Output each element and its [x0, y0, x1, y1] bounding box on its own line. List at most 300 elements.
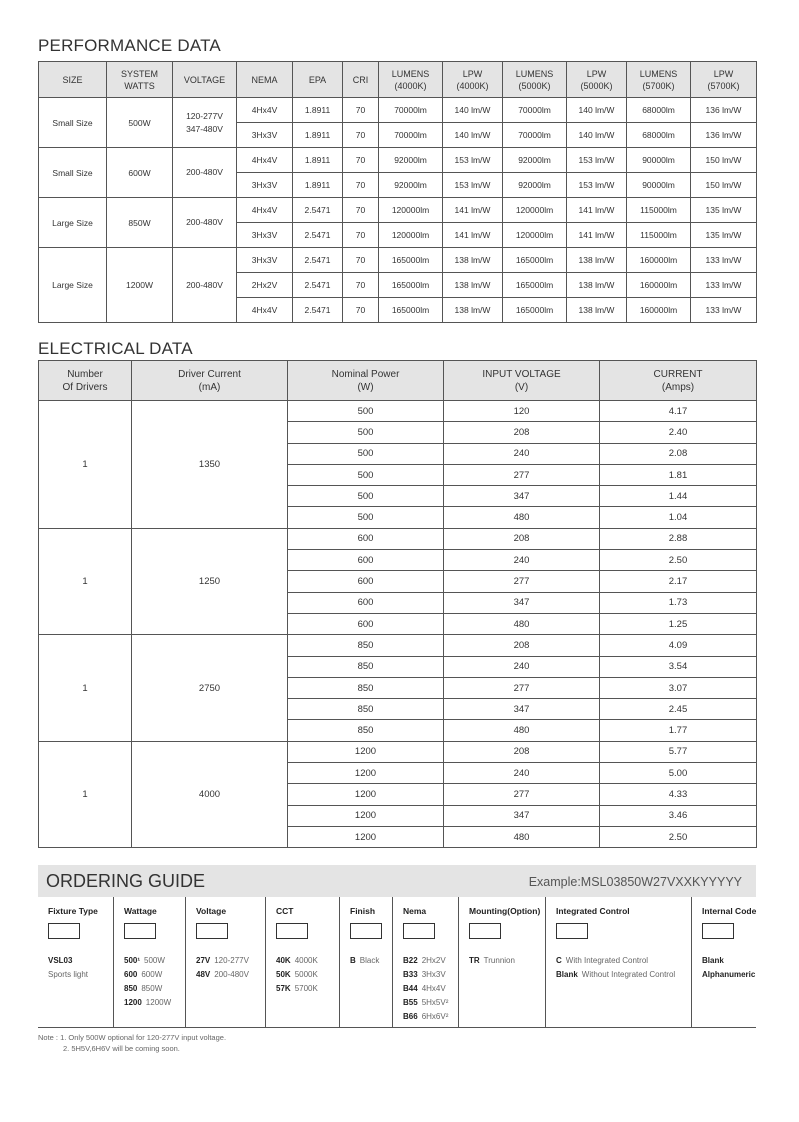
- elec-cell: 1.73: [600, 592, 757, 613]
- elec-header-line: Of Drivers: [62, 381, 108, 393]
- voltage-line: 200-480V: [186, 279, 223, 290]
- ordering-column-2: [186, 897, 266, 1027]
- ordering-input-box[interactable]: [196, 923, 228, 939]
- table-row: [39, 528, 757, 549]
- drivers-cell: 1: [39, 741, 132, 847]
- option-desc: 5700K: [294, 984, 318, 993]
- ordering-column-6: [459, 897, 546, 1027]
- elec-cell: 120: [444, 401, 600, 422]
- ordering-column-0: [38, 897, 114, 1027]
- elec-cell: 480: [444, 720, 600, 741]
- ordering-options: [124, 954, 185, 1010]
- ordering-column-header: Fixture Type: [48, 906, 98, 916]
- perf-cell: 3Hx3V: [237, 123, 293, 148]
- perf-cell: 138 lm/W: [567, 298, 627, 323]
- electrical-table: [38, 360, 757, 848]
- ordering-option: [276, 982, 339, 996]
- table-row: [39, 148, 757, 173]
- perf-cell: 135 lm/W: [691, 198, 757, 223]
- ordering-option: [350, 954, 392, 968]
- option-code: 40K: [276, 956, 291, 965]
- elec-header-line: (W): [357, 381, 374, 393]
- voltage-line: 200-480V: [186, 217, 223, 227]
- voltage-cell: [173, 248, 237, 323]
- note-1: Note : 1. Only 500W optional for 120-277V input voltage.: [38, 1033, 227, 1042]
- ordering-input-box[interactable]: [350, 923, 382, 939]
- option-code: 57K: [276, 984, 291, 993]
- driver-current-cell: 1250: [132, 528, 288, 634]
- perf-header-line: EPA: [308, 74, 327, 85]
- ordering-option: [48, 968, 113, 982]
- option-desc: 5Hx5V²: [421, 998, 449, 1007]
- elec-cell: 2.50: [600, 826, 757, 847]
- perf-cell: 70000lm: [503, 98, 567, 123]
- elec-header-1: [132, 361, 288, 401]
- perf-cell: 90000lm: [627, 148, 691, 173]
- ordering-column-1: [114, 897, 186, 1027]
- option-desc: With Integrated Control: [565, 956, 649, 965]
- perf-header-10: [627, 62, 691, 98]
- elec-cell: 1.81: [600, 464, 757, 485]
- option-code: 48V: [196, 970, 211, 979]
- ordering-title: ORDERING GUIDE: [46, 871, 206, 891]
- elec-cell: 600: [288, 571, 444, 592]
- perf-cell: 1.8911: [293, 98, 343, 123]
- perf-cell: 1.8911: [293, 173, 343, 198]
- perf-header-line: CRI: [352, 74, 369, 85]
- driver-current-cell: 4000: [132, 741, 288, 847]
- perf-cell: 140 lm/W: [567, 98, 627, 123]
- option-code: B44: [403, 984, 418, 993]
- option-desc: 2Hx2V: [421, 956, 446, 965]
- perf-cell: 150 lm/W: [691, 148, 757, 173]
- ordering-option: [556, 954, 691, 968]
- elec-cell: 347: [444, 805, 600, 826]
- voltage-line: 120-277V: [186, 110, 223, 121]
- ordering-option: [403, 996, 458, 1010]
- ordering-option: [469, 954, 545, 968]
- perf-cell: 70: [343, 273, 379, 298]
- elec-cell: 2.17: [600, 571, 757, 592]
- ordering-options: [403, 954, 458, 1024]
- perf-cell: 2.5471: [293, 248, 343, 273]
- elec-cell: 1200: [288, 826, 444, 847]
- elec-header-line: (Amps): [661, 381, 695, 393]
- perf-cell: 2.5471: [293, 198, 343, 223]
- elec-cell: 277: [444, 571, 600, 592]
- ordering-header-bar: [38, 865, 756, 897]
- table-row: [39, 198, 757, 223]
- perf-cell: 115000lm: [627, 223, 691, 248]
- perf-cell: 2.5471: [293, 298, 343, 323]
- driver-current-cell: 1350: [132, 401, 288, 529]
- ordering-grid: [38, 897, 756, 1028]
- perf-cell: 70: [343, 248, 379, 273]
- perf-cell: 120000lm: [379, 198, 443, 223]
- perf-header-11: [691, 62, 757, 98]
- elec-cell: 600: [288, 592, 444, 613]
- elec-cell: 600: [288, 528, 444, 549]
- perf-cell: 3Hx3V: [237, 173, 293, 198]
- option-desc: 4Hx4V: [421, 984, 446, 993]
- ordering-column-header: Internal Code: [702, 906, 757, 916]
- electrical-title: ELECTRICAL DATA: [38, 339, 193, 358]
- elec-cell: 850: [288, 677, 444, 698]
- option-code: 27V: [196, 956, 211, 965]
- elec-cell: 1.04: [600, 507, 757, 528]
- ordering-column-5: [393, 897, 459, 1027]
- perf-cell: 133 lm/W: [691, 298, 757, 323]
- option-code: 500¹: [124, 956, 141, 965]
- perf-header-line: NEMA: [251, 74, 278, 85]
- ordering-option: [124, 954, 185, 968]
- option-desc: Without Integrated Control: [581, 970, 676, 979]
- ordering-options: [48, 954, 113, 982]
- watts-cell: 1200W: [107, 248, 173, 323]
- perf-cell: 160000lm: [627, 273, 691, 298]
- perf-cell: 138 lm/W: [443, 248, 503, 273]
- option-desc: 600W: [141, 970, 163, 979]
- perf-cell: 141 lm/W: [567, 198, 627, 223]
- perf-cell: 4Hx4V: [237, 198, 293, 223]
- elec-cell: 240: [444, 550, 600, 571]
- ordering-column-header: Integrated Control: [556, 906, 630, 916]
- perf-cell: 120000lm: [503, 223, 567, 248]
- perf-cell: 70: [343, 98, 379, 123]
- perf-cell: 160000lm: [627, 298, 691, 323]
- perf-cell: 138 lm/W: [443, 273, 503, 298]
- option-desc: 6Hx6V²: [421, 1012, 449, 1021]
- ordering-column-4: [340, 897, 393, 1027]
- option-code: B66: [403, 1012, 418, 1021]
- ordering-options: [702, 954, 756, 982]
- perf-cell: 140 lm/W: [443, 123, 503, 148]
- ordering-option: [124, 968, 185, 982]
- option-code: B: [350, 956, 356, 965]
- perf-cell: 3Hx3V: [237, 223, 293, 248]
- perf-header-5: [343, 62, 379, 98]
- perf-cell: 70: [343, 148, 379, 173]
- perf-header-8: [503, 62, 567, 98]
- perf-header-line: SYSTEM: [120, 68, 158, 79]
- perf-cell: 2Hx2V: [237, 273, 293, 298]
- ordering-input-box[interactable]: [276, 923, 308, 939]
- perf-cell: 153 lm/W: [567, 173, 627, 198]
- ordering-input-box[interactable]: [556, 923, 588, 939]
- perf-cell: 133 lm/W: [691, 273, 757, 298]
- perf-header-line: LUMENS: [639, 68, 678, 79]
- elec-cell: 3.07: [600, 677, 757, 698]
- elec-header-4: [600, 361, 757, 401]
- perf-cell: 165000lm: [503, 273, 567, 298]
- size-cell: Small Size: [39, 148, 107, 198]
- elec-cell: 600: [288, 613, 444, 634]
- ordering-input-box[interactable]: [124, 923, 156, 939]
- perf-cell: 4Hx4V: [237, 298, 293, 323]
- option-code: B22: [403, 956, 418, 965]
- perf-cell: 138 lm/W: [567, 273, 627, 298]
- option-code: B55: [403, 998, 418, 1007]
- perf-cell: 70: [343, 198, 379, 223]
- perf-cell: 70000lm: [503, 123, 567, 148]
- perf-cell: 165000lm: [379, 248, 443, 273]
- elec-cell: 850: [288, 720, 444, 741]
- performance-title: PERFORMANCE DATA: [38, 36, 221, 55]
- ordering-options: [469, 954, 545, 968]
- notes: [38, 1032, 226, 1054]
- option-code: 50K: [276, 970, 291, 979]
- elec-header-line: Driver Current: [178, 368, 241, 380]
- perf-cell: 165000lm: [379, 298, 443, 323]
- ordering-option: [403, 1010, 458, 1024]
- elec-cell: 600: [288, 550, 444, 571]
- ordering-column-header: Mounting(Option): [469, 906, 541, 916]
- perf-cell: 92000lm: [503, 148, 567, 173]
- perf-cell: 136 lm/W: [691, 123, 757, 148]
- elec-cell: 2.08: [600, 443, 757, 464]
- ordering-option: [403, 954, 458, 968]
- option-code: Blank: [702, 956, 724, 965]
- perf-header-2: [173, 62, 237, 98]
- elec-cell: 208: [444, 635, 600, 656]
- performance-table: [38, 61, 757, 323]
- option-code: Alphanumeric: [702, 970, 756, 979]
- elec-cell: 1200: [288, 763, 444, 784]
- ordering-option: [702, 954, 756, 968]
- perf-header-line: (4000K): [394, 80, 427, 91]
- perf-cell: 120000lm: [379, 223, 443, 248]
- ordering-option: [48, 954, 113, 968]
- perf-cell: 2.5471: [293, 273, 343, 298]
- elec-cell: 347: [444, 592, 600, 613]
- option-code: Blank: [556, 970, 578, 979]
- perf-cell: 4Hx4V: [237, 98, 293, 123]
- elec-cell: 1200: [288, 784, 444, 805]
- ordering-column-header: Nema: [403, 906, 427, 916]
- perf-header-line: LPW: [462, 68, 483, 79]
- elec-cell: 4.17: [600, 401, 757, 422]
- perf-cell: 120000lm: [503, 198, 567, 223]
- ordering-option: [556, 968, 691, 982]
- elec-cell: 1.25: [600, 613, 757, 634]
- elec-cell: 240: [444, 763, 600, 784]
- elec-cell: 1.44: [600, 486, 757, 507]
- perf-header-line: SIZE: [62, 74, 83, 85]
- ordering-column-header: Wattage: [124, 906, 157, 916]
- elec-header-line: INPUT VOLTAGE: [482, 368, 561, 380]
- perf-cell: 68000lm: [627, 98, 691, 123]
- perf-cell: 1.8911: [293, 148, 343, 173]
- ordering-input-box[interactable]: [403, 923, 435, 939]
- option-code: TR: [469, 956, 480, 965]
- perf-cell: 70: [343, 173, 379, 198]
- perf-cell: 165000lm: [379, 273, 443, 298]
- option-desc: 3Hx3V: [421, 970, 446, 979]
- perf-header-4: [293, 62, 343, 98]
- perf-cell: 165000lm: [503, 298, 567, 323]
- ordering-column-header: Finish: [350, 906, 376, 916]
- ordering-column-header: CCT: [276, 906, 294, 916]
- elec-cell: 500: [288, 401, 444, 422]
- watts-cell: 850W: [107, 198, 173, 248]
- perf-header-7: [443, 62, 503, 98]
- note-2: 2. 5H5V,6H6V will be coming soon.: [63, 1044, 180, 1053]
- table-row: [39, 98, 757, 123]
- option-desc: Black: [359, 956, 380, 965]
- elec-cell: 3.46: [600, 805, 757, 826]
- perf-cell: 140 lm/W: [567, 123, 627, 148]
- perf-cell: 90000lm: [627, 173, 691, 198]
- perf-header-line: (5000K): [518, 80, 551, 91]
- option-code: B33: [403, 970, 418, 979]
- elec-cell: 480: [444, 613, 600, 634]
- perf-cell: 70000lm: [379, 98, 443, 123]
- ordering-column-7: [546, 897, 692, 1027]
- elec-header-line: Number: [67, 368, 103, 380]
- elec-header-0: [39, 361, 132, 401]
- elec-cell: 240: [444, 443, 600, 464]
- perf-cell: 153 lm/W: [443, 173, 503, 198]
- perf-header-line: (5700K): [707, 80, 740, 91]
- table-row: [39, 401, 757, 422]
- drivers-cell: 1: [39, 401, 132, 529]
- elec-header-3: [444, 361, 600, 401]
- perf-cell: 136 lm/W: [691, 98, 757, 123]
- ordering-input-box[interactable]: [469, 923, 501, 939]
- perf-header-line: LPW: [713, 68, 734, 79]
- elec-header-line: CURRENT: [653, 368, 703, 380]
- perf-header-line: LUMENS: [515, 68, 554, 79]
- ordering-options: [556, 954, 691, 982]
- perf-cell: 92000lm: [379, 173, 443, 198]
- option-desc: Trunnion: [483, 956, 515, 965]
- elec-cell: 4.33: [600, 784, 757, 805]
- perf-cell: 165000lm: [503, 248, 567, 273]
- perf-header-line: (5000K): [580, 80, 613, 91]
- elec-cell: 500: [288, 443, 444, 464]
- elec-cell: 240: [444, 656, 600, 677]
- perf-cell: 92000lm: [503, 173, 567, 198]
- drivers-cell: 1: [39, 528, 132, 634]
- ordering-input-box[interactable]: [48, 923, 80, 939]
- elec-cell: 480: [444, 507, 600, 528]
- perf-cell: 140 lm/W: [443, 98, 503, 123]
- table-row: [39, 741, 757, 762]
- elec-cell: 2.40: [600, 422, 757, 443]
- elec-cell: 850: [288, 656, 444, 677]
- ordering-input-box[interactable]: [702, 923, 734, 939]
- driver-current-cell: 2750: [132, 635, 288, 741]
- perf-header-6: [379, 62, 443, 98]
- perf-header-9: [567, 62, 627, 98]
- elec-cell: 500: [288, 486, 444, 507]
- option-code: 600: [124, 970, 138, 979]
- perf-cell: 153 lm/W: [443, 148, 503, 173]
- ordering-options: [350, 954, 392, 968]
- perf-header-3: [237, 62, 293, 98]
- ordering-option: [403, 982, 458, 996]
- option-desc: Sports light: [48, 970, 89, 979]
- option-code: 850: [124, 984, 138, 993]
- option-desc: 120-277V: [214, 956, 249, 965]
- perf-cell: 150 lm/W: [691, 173, 757, 198]
- perf-header-line: (5700K): [642, 80, 675, 91]
- elec-cell: 3.54: [600, 656, 757, 677]
- perf-cell: 3Hx3V: [237, 248, 293, 273]
- voltage-line: 200-480V: [186, 167, 223, 177]
- perf-cell: 2.5471: [293, 223, 343, 248]
- elec-cell: 277: [444, 464, 600, 485]
- ordering-options: [196, 954, 265, 982]
- size-cell: Small Size: [39, 98, 107, 148]
- perf-cell: 133 lm/W: [691, 248, 757, 273]
- ordering-options: [276, 954, 339, 996]
- option-code: 1200: [124, 998, 142, 1007]
- ordering-column-3: [266, 897, 340, 1027]
- perf-cell: 92000lm: [379, 148, 443, 173]
- perf-cell: 141 lm/W: [443, 223, 503, 248]
- table-row: [39, 248, 757, 273]
- elec-header-line: (V): [514, 381, 529, 393]
- perf-header-line: VOLTAGE: [183, 74, 226, 85]
- ordering-option: [124, 996, 185, 1010]
- perf-cell: 115000lm: [627, 198, 691, 223]
- ordering-option: [403, 968, 458, 982]
- elec-cell: 1.77: [600, 720, 757, 741]
- ordering-option: [196, 968, 265, 982]
- drivers-cell: 1: [39, 635, 132, 741]
- size-cell: Large Size: [39, 198, 107, 248]
- elec-cell: 277: [444, 784, 600, 805]
- ordering-option: [702, 968, 756, 982]
- elec-cell: 208: [444, 422, 600, 443]
- elec-cell: 5.77: [600, 741, 757, 762]
- elec-cell: 850: [288, 699, 444, 720]
- option-code: VSL03: [48, 956, 73, 965]
- perf-header-1: [107, 62, 173, 98]
- perf-cell: 153 lm/W: [567, 148, 627, 173]
- perf-cell: 70: [343, 298, 379, 323]
- ordering-column-header: Voltage: [196, 906, 227, 916]
- option-code: C: [556, 956, 562, 965]
- elec-cell: 500: [288, 507, 444, 528]
- elec-header-2: [288, 361, 444, 401]
- ordering-option: [276, 954, 339, 968]
- perf-header-line: LUMENS: [391, 68, 430, 79]
- option-desc: 500W: [144, 956, 165, 965]
- perf-header-line: (4000K): [456, 80, 489, 91]
- elec-cell: 850: [288, 635, 444, 656]
- option-desc: 1200W: [145, 998, 172, 1007]
- perf-cell: 1.8911: [293, 123, 343, 148]
- ordering-option: [196, 954, 265, 968]
- perf-cell: 135 lm/W: [691, 223, 757, 248]
- elec-cell: 2.88: [600, 528, 757, 549]
- ordering-option: [276, 968, 339, 982]
- elec-cell: 500: [288, 422, 444, 443]
- elec-cell: 5.00: [600, 763, 757, 784]
- elec-cell: 277: [444, 677, 600, 698]
- perf-header-line: WATTS: [124, 80, 155, 91]
- elec-header-line: Nominal Power: [331, 368, 400, 380]
- perf-cell: 141 lm/W: [567, 223, 627, 248]
- perf-cell: 138 lm/W: [443, 298, 503, 323]
- size-cell: Large Size: [39, 248, 107, 323]
- elec-cell: 347: [444, 486, 600, 507]
- watts-cell: 600W: [107, 148, 173, 198]
- option-desc: 4000K: [294, 956, 318, 965]
- perf-cell: 68000lm: [627, 123, 691, 148]
